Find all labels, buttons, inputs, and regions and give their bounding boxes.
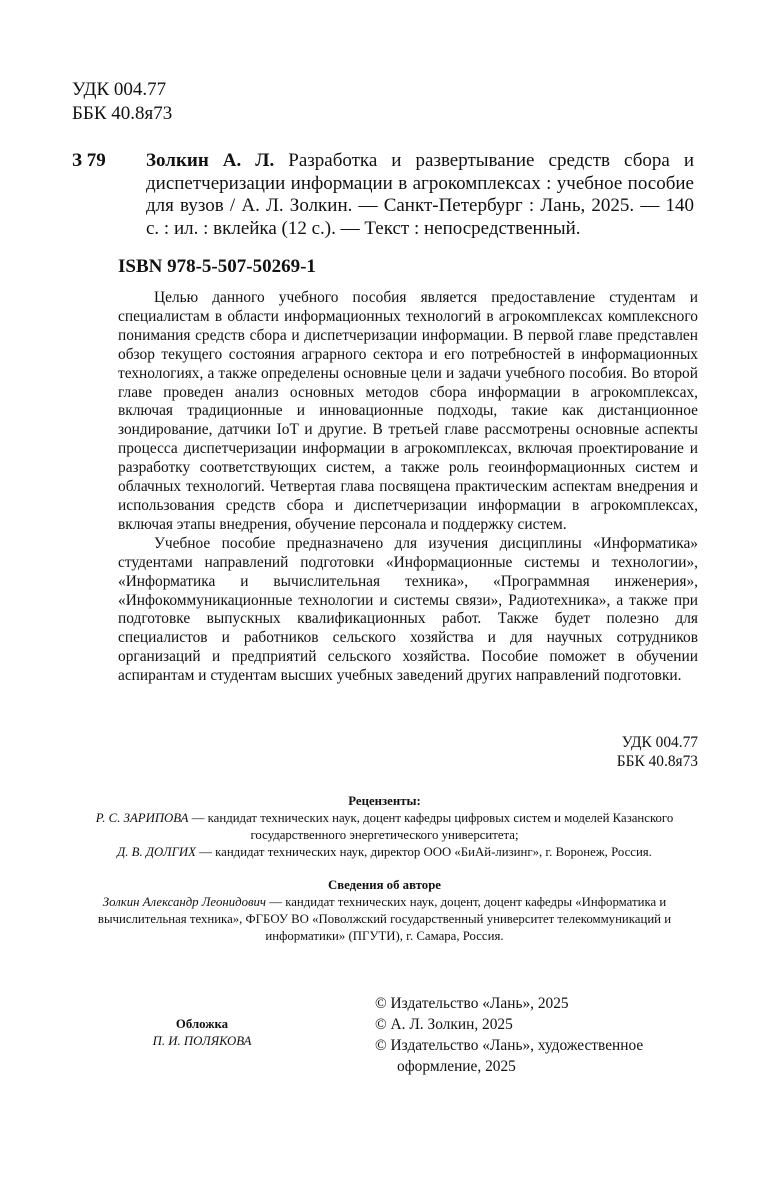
udk-code-bottom: УДК 004.77 [621,734,698,751]
abstract-paragraph-2: Учебное пособие предназначено для изучения дисциплины «Информатика» студентами направлений подготовки «Информационные системы и технологии», «Информатика и вычислительная техника», «Программная инженерия», «Инфокоммуникационные технологии и системы связи», Радиотехника», а также при подготовке выпускных квалификационных работ. Также будет полезно для специалистов и работников сельского хозяйства и для научных сотрудников организаций и предприятий сельского хозяйства. Пособие поможет в обучении аспирантам и студентам высших учебных заведений других направлений подготовки. [118,534,698,685]
reviewer-1 [72,810,697,844]
author-sign: З 79 [72,150,106,171]
cover-label: Обложка [175,1017,229,1031]
copyright-3: © Издательство «Лань», художественное оформление, 2025 [375,1037,644,1075]
author-full-name: Золкин Александр Леонидович [102,895,267,909]
udk-header [72,78,172,126]
copyright-1: © Издательство «Лань», 2025 [375,995,569,1012]
bib-author: Золкин А. Л. [146,150,275,171]
reviewer-2-name: Д. В. ДОЛГИХ [117,845,196,859]
udk-code: УДК 004.77 [72,79,167,100]
isbn: ISBN 978-5-507-50269-1 [118,256,316,277]
cover-credit [92,1016,312,1050]
copyright-block [375,993,695,1077]
bbk-code: ББК 40.8я73 [72,103,173,124]
reviewer-1-text: — кандидат технических наук, доцент кафедры цифровых систем и моделей Казанского государственного энергетического университета; [188,811,674,842]
bbk-code-bottom: ББК 40.8я73 [616,753,698,770]
reviewer-2-text: — кандидат технических наук, директор ООО «БиАй-лизинг», г. Воронеж, Россия. [195,845,652,859]
cover-artist: П. И. ПОЛЯКОВА [152,1034,252,1048]
reviewers-title: Рецензенты: [348,794,421,808]
reviewer-1-name: Р. С. ЗАРИПОВА [95,811,189,825]
bibliographic-record [146,150,694,240]
author-info-title: Сведения об авторе [328,878,441,892]
copyright-2: © А. Л. Золкин, 2025 [375,1016,513,1033]
abstract [118,289,698,686]
udk-footer [498,733,698,771]
reviewers-list [72,810,697,861]
abstract-paragraph-1: Целью данного учебного пособия является предоставление студентам и специалистам в области информационных технологий в агрокомплексах комплексного понимания средств сбора и диспетчеризации информации. В первой главе представлен обзор текущего состояния аграрного сектора и его потребностей в информационных технологиях, а также определены основные цели и задачи учебного пособия. Во второй главе проведен анализ основных методов сбора информации в агрокомплексах, включая традиционные и инновационные подходы, такие как дистанционное зондирование, датчики IoT и другие. В третьей главе рассмотрены основные аспекты процесса диспетчеризации информации в агрокомплексах, включая проектирование и разработку соответствующих систем, а также роль геоинформационных систем и облачных технологий. Четвертая глава посвящена практическим аспектам внедрения и использования средств сбора и диспетчеризации информации в агрокомплексах, включая этапы внедрения, обучение персонала и поддержку систем. [118,289,698,533]
bib-description: Разработка и развертывание средств сбора и диспетчеризации информации в агрокомплексах : учебное пособие для вузов / А. Л. Золкин. — Санкт-Петербург : Лань, 2025. — 140 с. : ил. : вклейка (12 с.). — Текст : непосредственный. [146,150,694,239]
author-info [72,894,697,945]
reviewer-2 [72,844,697,861]
author-info-text: — кандидат технических наук, доцент, доцент кафедры «Информатика и вычислительная техника», ФГБОУ ВО «Поволжский государственный университет телекоммуникаций и информатики» (ПГУТИ), г. Самара, Россия. [97,895,672,943]
